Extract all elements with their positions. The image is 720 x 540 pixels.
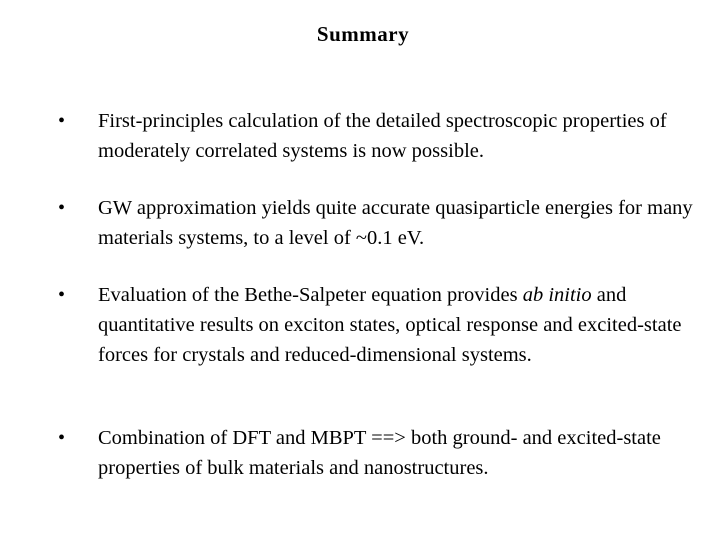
bullet-icon: • (58, 197, 66, 219)
bullet-text-end: and quantitative results on exciton states, optical response and excited-state forces for crystals and reduced-dimensional systems. (98, 284, 682, 366)
bullet-icon: • (58, 427, 66, 449)
bullet-text: GW approximation yields quite accurate quasiparticle energies for many materials systems, to a level of ~0.1 eV. (98, 197, 693, 249)
bullet-text-italic: ab initio (522, 284, 592, 306)
bullet-text (98, 280, 708, 370)
bullet-icon: • (58, 284, 66, 306)
page-title: Summary (316, 22, 410, 46)
bullet-text: First-principles calculation of the detailed spectroscopic properties of moderately correlated systems is now possible. (98, 110, 667, 162)
bullet-text: Combination of DFT and MBPT ==> both ground- and excited-state properties of bulk materials and nanostructures. (98, 427, 661, 479)
bullet-icon: • (58, 110, 66, 132)
bullet-text-start: Evaluation of the Bethe-Salpeter equation provides (98, 284, 523, 306)
